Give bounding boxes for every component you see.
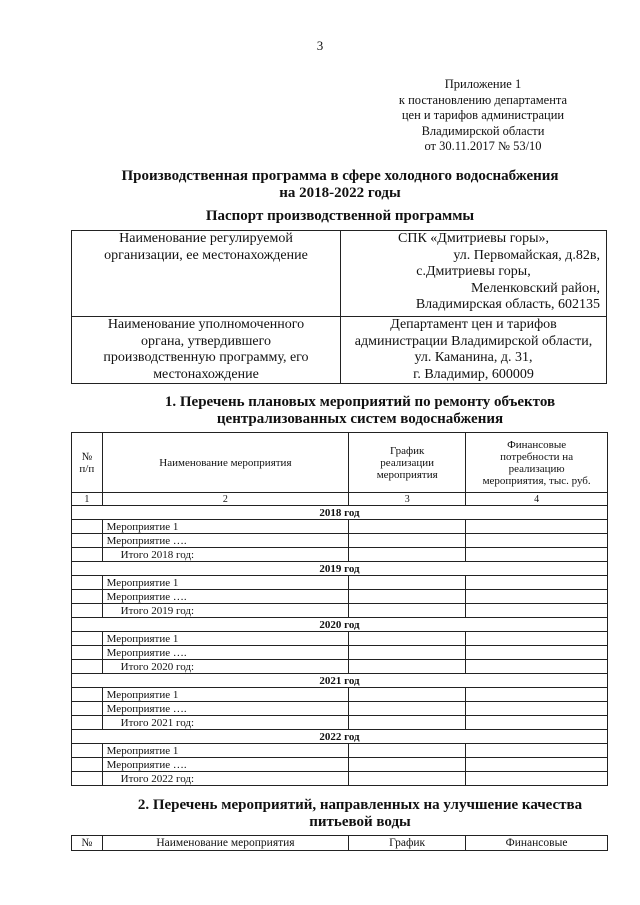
event-name: Мероприятие ….	[102, 534, 348, 548]
event-row	[72, 702, 608, 716]
cell-empty	[72, 548, 103, 562]
header-text: График	[389, 444, 425, 457]
cell-empty	[72, 660, 103, 674]
header-text: реализацию	[508, 462, 565, 475]
year-label: 2021 год	[72, 674, 608, 688]
cell-empty	[349, 744, 466, 758]
year-row	[72, 730, 608, 744]
cell-empty	[72, 632, 103, 646]
appendix-line: цен и тарифов администрации	[401, 108, 565, 122]
cell-empty	[349, 772, 466, 786]
cell-empty	[466, 576, 608, 590]
event-name: Мероприятие ….	[102, 702, 348, 716]
cell-empty	[466, 744, 608, 758]
passport-label-line: органа, утвердившего	[141, 333, 271, 349]
cell-empty	[349, 716, 466, 730]
passport-value-line: Меленковский район,	[471, 280, 600, 296]
passport-label-line: местонахождение	[153, 366, 259, 382]
quality-events-table	[71, 835, 608, 851]
header-financing	[466, 433, 608, 493]
passport-value-line: ул. Каманина, д. 31,	[414, 350, 533, 365]
cell-empty	[72, 590, 103, 604]
header-number: №	[72, 836, 103, 851]
cell-empty	[349, 576, 466, 590]
year-label: 2018 год	[72, 506, 608, 520]
year-label: 2022 год	[72, 730, 608, 744]
column-number-row	[72, 493, 608, 506]
quality-header-row	[72, 836, 608, 851]
cell-empty	[72, 744, 103, 758]
year-row	[72, 562, 608, 576]
cell-empty	[349, 604, 466, 618]
total-row	[72, 772, 608, 786]
cell-empty	[466, 716, 608, 730]
event-row	[72, 520, 608, 534]
cell-empty	[466, 646, 608, 660]
event-name: Мероприятие 1	[102, 744, 348, 758]
event-name: Мероприятие ….	[102, 590, 348, 604]
year-row	[72, 674, 608, 688]
header-event-name: Наименование мероприятия	[102, 433, 348, 493]
cell-empty	[466, 758, 608, 772]
passport-value-line: администрации Владимирской области,	[354, 333, 593, 349]
passport-label-line: Наименование уполномоченного	[107, 317, 305, 332]
cell-empty	[466, 534, 608, 548]
cell-empty	[466, 548, 608, 562]
total-label: Итого 2019 год:	[102, 604, 348, 618]
cell-empty	[72, 716, 103, 730]
header-number	[72, 433, 103, 493]
cell-empty	[72, 520, 103, 534]
passport-row-organization	[72, 231, 607, 317]
event-name: Мероприятие ….	[102, 758, 348, 772]
appendix-line: Приложение 1	[444, 77, 522, 91]
column-number: 1	[72, 493, 103, 506]
column-number: 4	[466, 493, 608, 506]
total-label: Итого 2018 год:	[102, 548, 348, 562]
document-title-line: на 2018-2022 годы	[279, 185, 401, 201]
event-row	[72, 576, 608, 590]
header-text: Финансовые	[507, 438, 567, 451]
header-schedule: График	[349, 836, 466, 851]
cell-empty	[72, 758, 103, 772]
total-label: Итого 2020 год:	[102, 660, 348, 674]
header-financing: Финансовые	[466, 836, 608, 851]
passport-value-line: Владимирская область, 602135	[415, 297, 600, 312]
cell-empty	[349, 632, 466, 646]
event-row	[72, 744, 608, 758]
passport-heading: Паспорт производственной программы	[205, 208, 475, 224]
passport-value-line: СПК «Дмитриевы горы»,	[398, 231, 549, 246]
year-row	[72, 506, 608, 520]
cell-empty	[72, 702, 103, 716]
passport-label-line: Наименование регулируемой	[119, 231, 293, 246]
cell-empty	[349, 534, 466, 548]
year-label: 2019 год	[72, 562, 608, 576]
cell-empty	[349, 702, 466, 716]
header-text: реализации	[380, 456, 435, 469]
header-schedule	[349, 433, 466, 493]
passport-label	[72, 317, 341, 384]
cell-empty	[349, 646, 466, 660]
cell-empty	[72, 772, 103, 786]
total-row	[72, 548, 608, 562]
passport-value	[341, 317, 607, 384]
section2-title-line: 2. Перечень мероприятий, направленных на улучшение качества	[137, 797, 583, 813]
page-number: 3	[316, 38, 324, 53]
event-row	[72, 646, 608, 660]
passport-row-authority	[72, 317, 607, 384]
header-event-name: Наименование мероприятия	[102, 836, 349, 851]
appendix-line: к постановлению департамента	[398, 92, 568, 107]
appendix-line: от 30.11.2017 № 53/10	[424, 139, 542, 153]
event-name: Мероприятие 1	[102, 576, 348, 590]
cell-empty	[349, 660, 466, 674]
section2-title-line: питьевой воды	[309, 814, 411, 830]
document-title	[0, 168, 640, 202]
cell-empty	[72, 688, 103, 702]
section1-title	[20, 394, 640, 428]
cell-empty	[349, 520, 466, 534]
passport-label	[72, 231, 341, 317]
event-row	[72, 534, 608, 548]
cell-empty	[466, 702, 608, 716]
section1-title-line: 1. Перечень плановых мероприятий по ремонту объектов	[164, 394, 556, 410]
event-name: Мероприятие 1	[102, 688, 348, 702]
events-table	[71, 432, 608, 786]
events-header-row	[72, 433, 608, 493]
passport-value-line: Департамент цен и тарифов	[390, 317, 557, 332]
event-name: Мероприятие 1	[102, 520, 348, 534]
cell-empty	[72, 576, 103, 590]
total-row	[72, 604, 608, 618]
cell-empty	[349, 688, 466, 702]
cell-empty	[466, 772, 608, 786]
cell-empty	[349, 590, 466, 604]
total-label: Итого 2021 год:	[102, 716, 348, 730]
appendix-block	[368, 77, 598, 155]
cell-empty	[466, 688, 608, 702]
header-text: п/п	[79, 462, 95, 475]
total-label: Итого 2022 год:	[102, 772, 348, 786]
passport-table	[71, 230, 607, 384]
cell-empty	[466, 660, 608, 674]
total-row	[72, 716, 608, 730]
event-row	[72, 688, 608, 702]
header-text: мероприятия, тыс. руб.	[482, 474, 591, 487]
cell-empty	[466, 604, 608, 618]
passport-label-line: организации, ее местонахождение	[104, 247, 308, 263]
cell-empty	[466, 632, 608, 646]
document-title-line: Производственная программа в сфере холодного водоснабжения	[121, 168, 559, 184]
event-name: Мероприятие ….	[102, 646, 348, 660]
event-name: Мероприятие 1	[102, 632, 348, 646]
passport-value-line: г. Владимир, 600009	[413, 366, 534, 382]
passport-value-line: ул. Первомайская, д.82в,	[453, 247, 600, 263]
section1-title-line: централизованных систем водоснабжения	[216, 411, 504, 427]
cell-empty	[72, 534, 103, 548]
cell-empty	[349, 548, 466, 562]
event-row	[72, 758, 608, 772]
header-text: потребности на	[500, 450, 574, 463]
event-row	[72, 590, 608, 604]
passport-value	[341, 231, 607, 317]
column-number: 3	[349, 493, 466, 506]
year-label: 2020 год	[72, 618, 608, 632]
total-row	[72, 660, 608, 674]
cell-empty	[466, 590, 608, 604]
cell-empty	[72, 604, 103, 618]
header-text: мероприятия	[376, 468, 438, 481]
cell-empty	[349, 758, 466, 772]
header-text: №	[81, 450, 93, 463]
cell-empty	[466, 520, 608, 534]
event-row	[72, 632, 608, 646]
section2-title	[30, 797, 640, 831]
column-number: 2	[102, 493, 348, 506]
passport-label-line: производственную программу, его	[103, 350, 309, 365]
appendix-line: Владимирской области	[421, 123, 545, 138]
passport-value-line: с.Дмитриевы горы,	[416, 264, 531, 279]
year-row	[72, 618, 608, 632]
cell-empty	[72, 646, 103, 660]
